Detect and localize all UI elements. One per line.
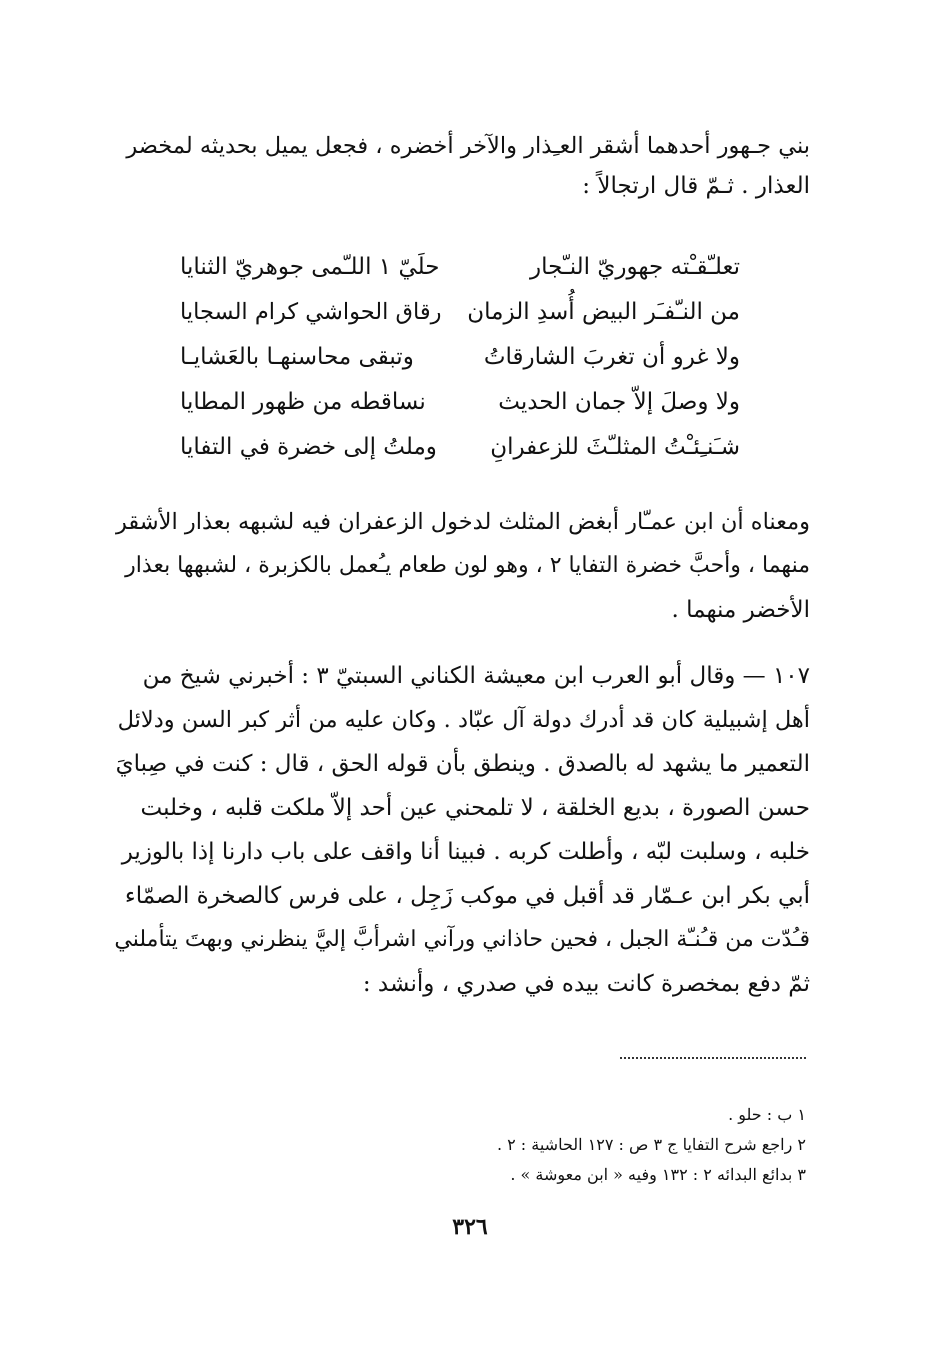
- verse-line: [180, 334, 740, 379]
- verse-line: [180, 289, 740, 334]
- text-line: التعمير ما يشهد له بالصدق . وينطق بأن قوله الحق ، قال : كنت في صِبايَ: [115, 751, 810, 777]
- verse-first-hemistich: ولا وصلَ إلاّ جمان الحديث: [498, 388, 740, 415]
- text-line: العذار . ثـمّ قال ارتجالاً :: [582, 173, 810, 199]
- verse-second-hemistich: وتبقى محاسنهـا بالعَشايـا: [180, 343, 414, 370]
- text-line: حسن الصورة ، بديع الخلقة ، لا تلمحني عين أحد إلاّ ملكت قلبه ، وخلبت: [140, 795, 810, 821]
- intro-paragraph: [112, 126, 810, 206]
- text-line: ومعناه أن ابن عمـّار أبغض المثلث لدخول الزعفران فيه لشبهه بعذار الأشقر: [115, 509, 810, 535]
- text-line: بني جـهور أحدهما أشقر العـِذار والآخر أخضره ، فجعل يميل بحديثه لمخضر: [126, 133, 810, 159]
- text-line: خلبه ، وسلبت لبّه ، وأطلت كربه . فبينا أنا واقف على باب دارنا إذا بالوزير: [121, 839, 810, 865]
- verse-first-hemistich: شـَنـِئـْتُ المثلـّثَ للزعفرانِ: [490, 433, 740, 460]
- footnote: ٣ بدائع البدائه ٢ : ١٣٢ وفيه « ابن معوشة » .: [510, 1165, 806, 1184]
- verse-second-hemistich: وملتُ إلى خضرة في التفايا: [180, 433, 437, 460]
- verse-first-hemistich: من النـّفـَر البيض أُسدِ الزمان: [467, 298, 740, 325]
- text-line: الأخضر منهما .: [671, 597, 810, 623]
- text-line: منهما ، وأحبَّ خضرة التفايا ٢ ، وهو لون طعام يـُعمل بالكزبرة ، لشبهها بعذار: [125, 553, 810, 578]
- text-line: ١٠٧ — وقال أبو العرب ابن معيشة الكناني السبتيّ ٣ : أخبرني شيخ من: [142, 663, 810, 689]
- footnote: ١ ب : حلو .: [728, 1105, 806, 1124]
- verse-first-hemistich: تعلـّقـْته جهوريّ النـّجار: [530, 253, 740, 280]
- footnote: ٢ راجع شرح التفايا ج ٣ ص : ١٢٧ الحاشية : ٢ .: [496, 1135, 806, 1154]
- commentary-paragraph: [112, 500, 810, 632]
- footnotes: [380, 1100, 806, 1190]
- verse-line: [180, 379, 740, 424]
- footnote-divider: [620, 1057, 806, 1059]
- verse-line: [180, 244, 740, 289]
- verse-second-hemistich: حلَيّ ١ اللـّمى جوهريّ الثنايا: [180, 253, 440, 280]
- page-number: ٣٢٦: [452, 1214, 488, 1240]
- verse-second-hemistich: نساقطه من ظهور المطايا: [180, 388, 426, 415]
- text-line: قـُدّت من قـُنـّة الجبل ، فحين حاذاني ورآني اشرأبَّ إليَّ ينظرني وبهتَ يتأملني: [114, 927, 810, 952]
- verse-line: [180, 424, 740, 469]
- narrative-paragraph: [112, 654, 810, 1006]
- text-line: ثمّ دفع بمخصرة كانت بيده في صدري ، وأنشد :: [362, 971, 810, 997]
- poem-verses: [180, 244, 740, 469]
- text-line: أبي بكر ابن عـمّار قد أقبل في موكب زَجِل ، على فرس كالصخرة الصمّاء: [124, 883, 810, 909]
- verse-first-hemistich: ولا غرو أن تغربَ الشارقاتُ: [483, 343, 740, 370]
- text-line: أهل إشبيلية كان قد أدرك دولة آل عبّاد . وكان عليه من أثر كبر السن ودلائل: [117, 707, 810, 733]
- verse-second-hemistich: رقاق الحواشي كرام السجايا: [180, 298, 442, 325]
